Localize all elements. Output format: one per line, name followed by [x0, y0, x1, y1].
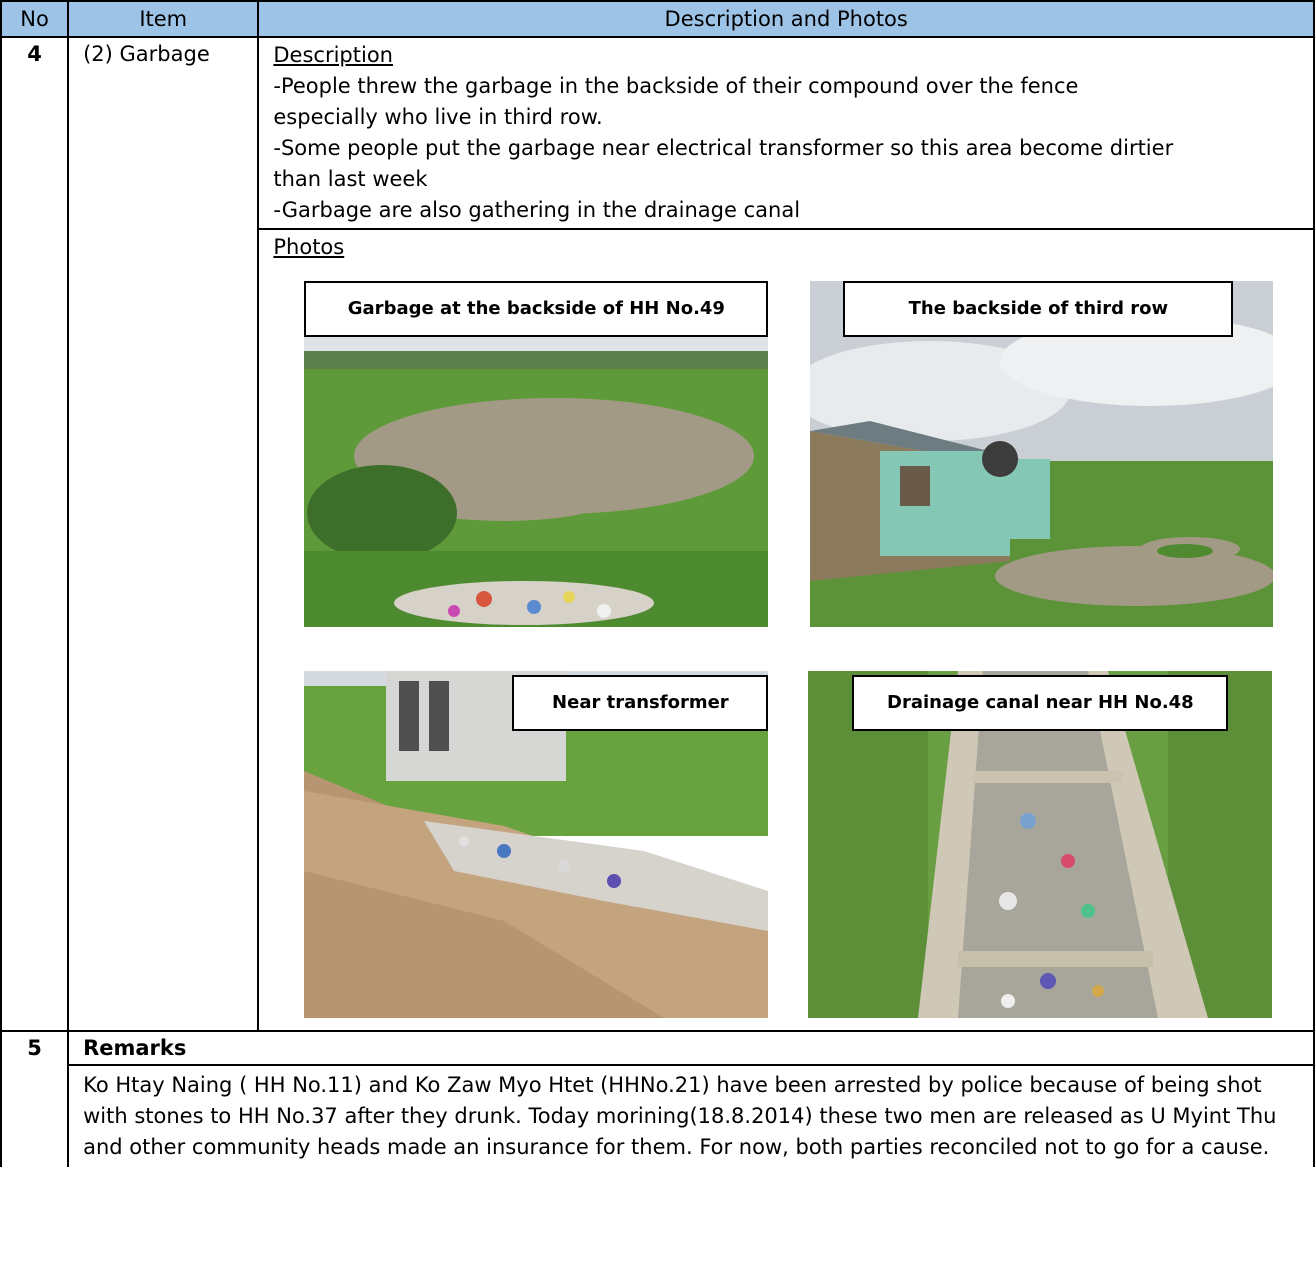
description-title: Description — [273, 43, 393, 67]
header-no: No — [1, 1, 68, 37]
description-line: than last week — [273, 167, 428, 191]
description-cell — [258, 37, 1314, 229]
photo-drainage-canal — [808, 671, 1272, 1018]
photo-near-transformer — [304, 671, 768, 1018]
photo-garbage-backside — [304, 281, 768, 627]
row-4-item: (2) Garbage — [68, 37, 258, 1031]
description-line: especially who live in third row. — [273, 105, 603, 129]
photos-cell — [258, 229, 1314, 1031]
row-5-number: 5 — [1, 1031, 68, 1167]
description-line: -People threw the garbage in the backside of their compound over the fence — [273, 74, 1079, 98]
description-line: -Garbage are also gathering in the drainage canal — [273, 198, 801, 222]
row-4-description — [1, 37, 1314, 229]
description-line: -Some people put the garbage near electrical transformer so this area become dirtier — [273, 136, 1174, 160]
photo-caption: Garbage at the backside of HH No.49 — [304, 281, 768, 337]
row-4-number: 4 — [1, 37, 68, 1031]
header-item: Item — [68, 1, 258, 37]
header-row — [1, 1, 1314, 37]
photos-title: Photos — [273, 235, 345, 259]
photo-third-row — [810, 281, 1273, 627]
photo-caption: Near transformer — [512, 675, 768, 731]
row-5-title — [1, 1031, 1314, 1065]
row-5-body — [1, 1065, 1314, 1167]
remarks-text: Ko Htay Naing ( HH No.11) and Ko Zaw Myo Htet (HHNo.21) have been arrested by police because of being shot with stones to HH No.37 after they drunk. Today morining(18.8.2014) these two men are released as U Myint Thu and other community heads made an insurance for them. For now, both parties reconciled not to go for a cause. — [68, 1065, 1314, 1167]
header-description: Description and Photos — [258, 1, 1314, 37]
remarks-title: Remarks — [68, 1031, 1314, 1065]
photo-caption: The backside of third row — [843, 281, 1233, 337]
photo-caption: Drainage canal near HH No.48 — [852, 675, 1228, 731]
